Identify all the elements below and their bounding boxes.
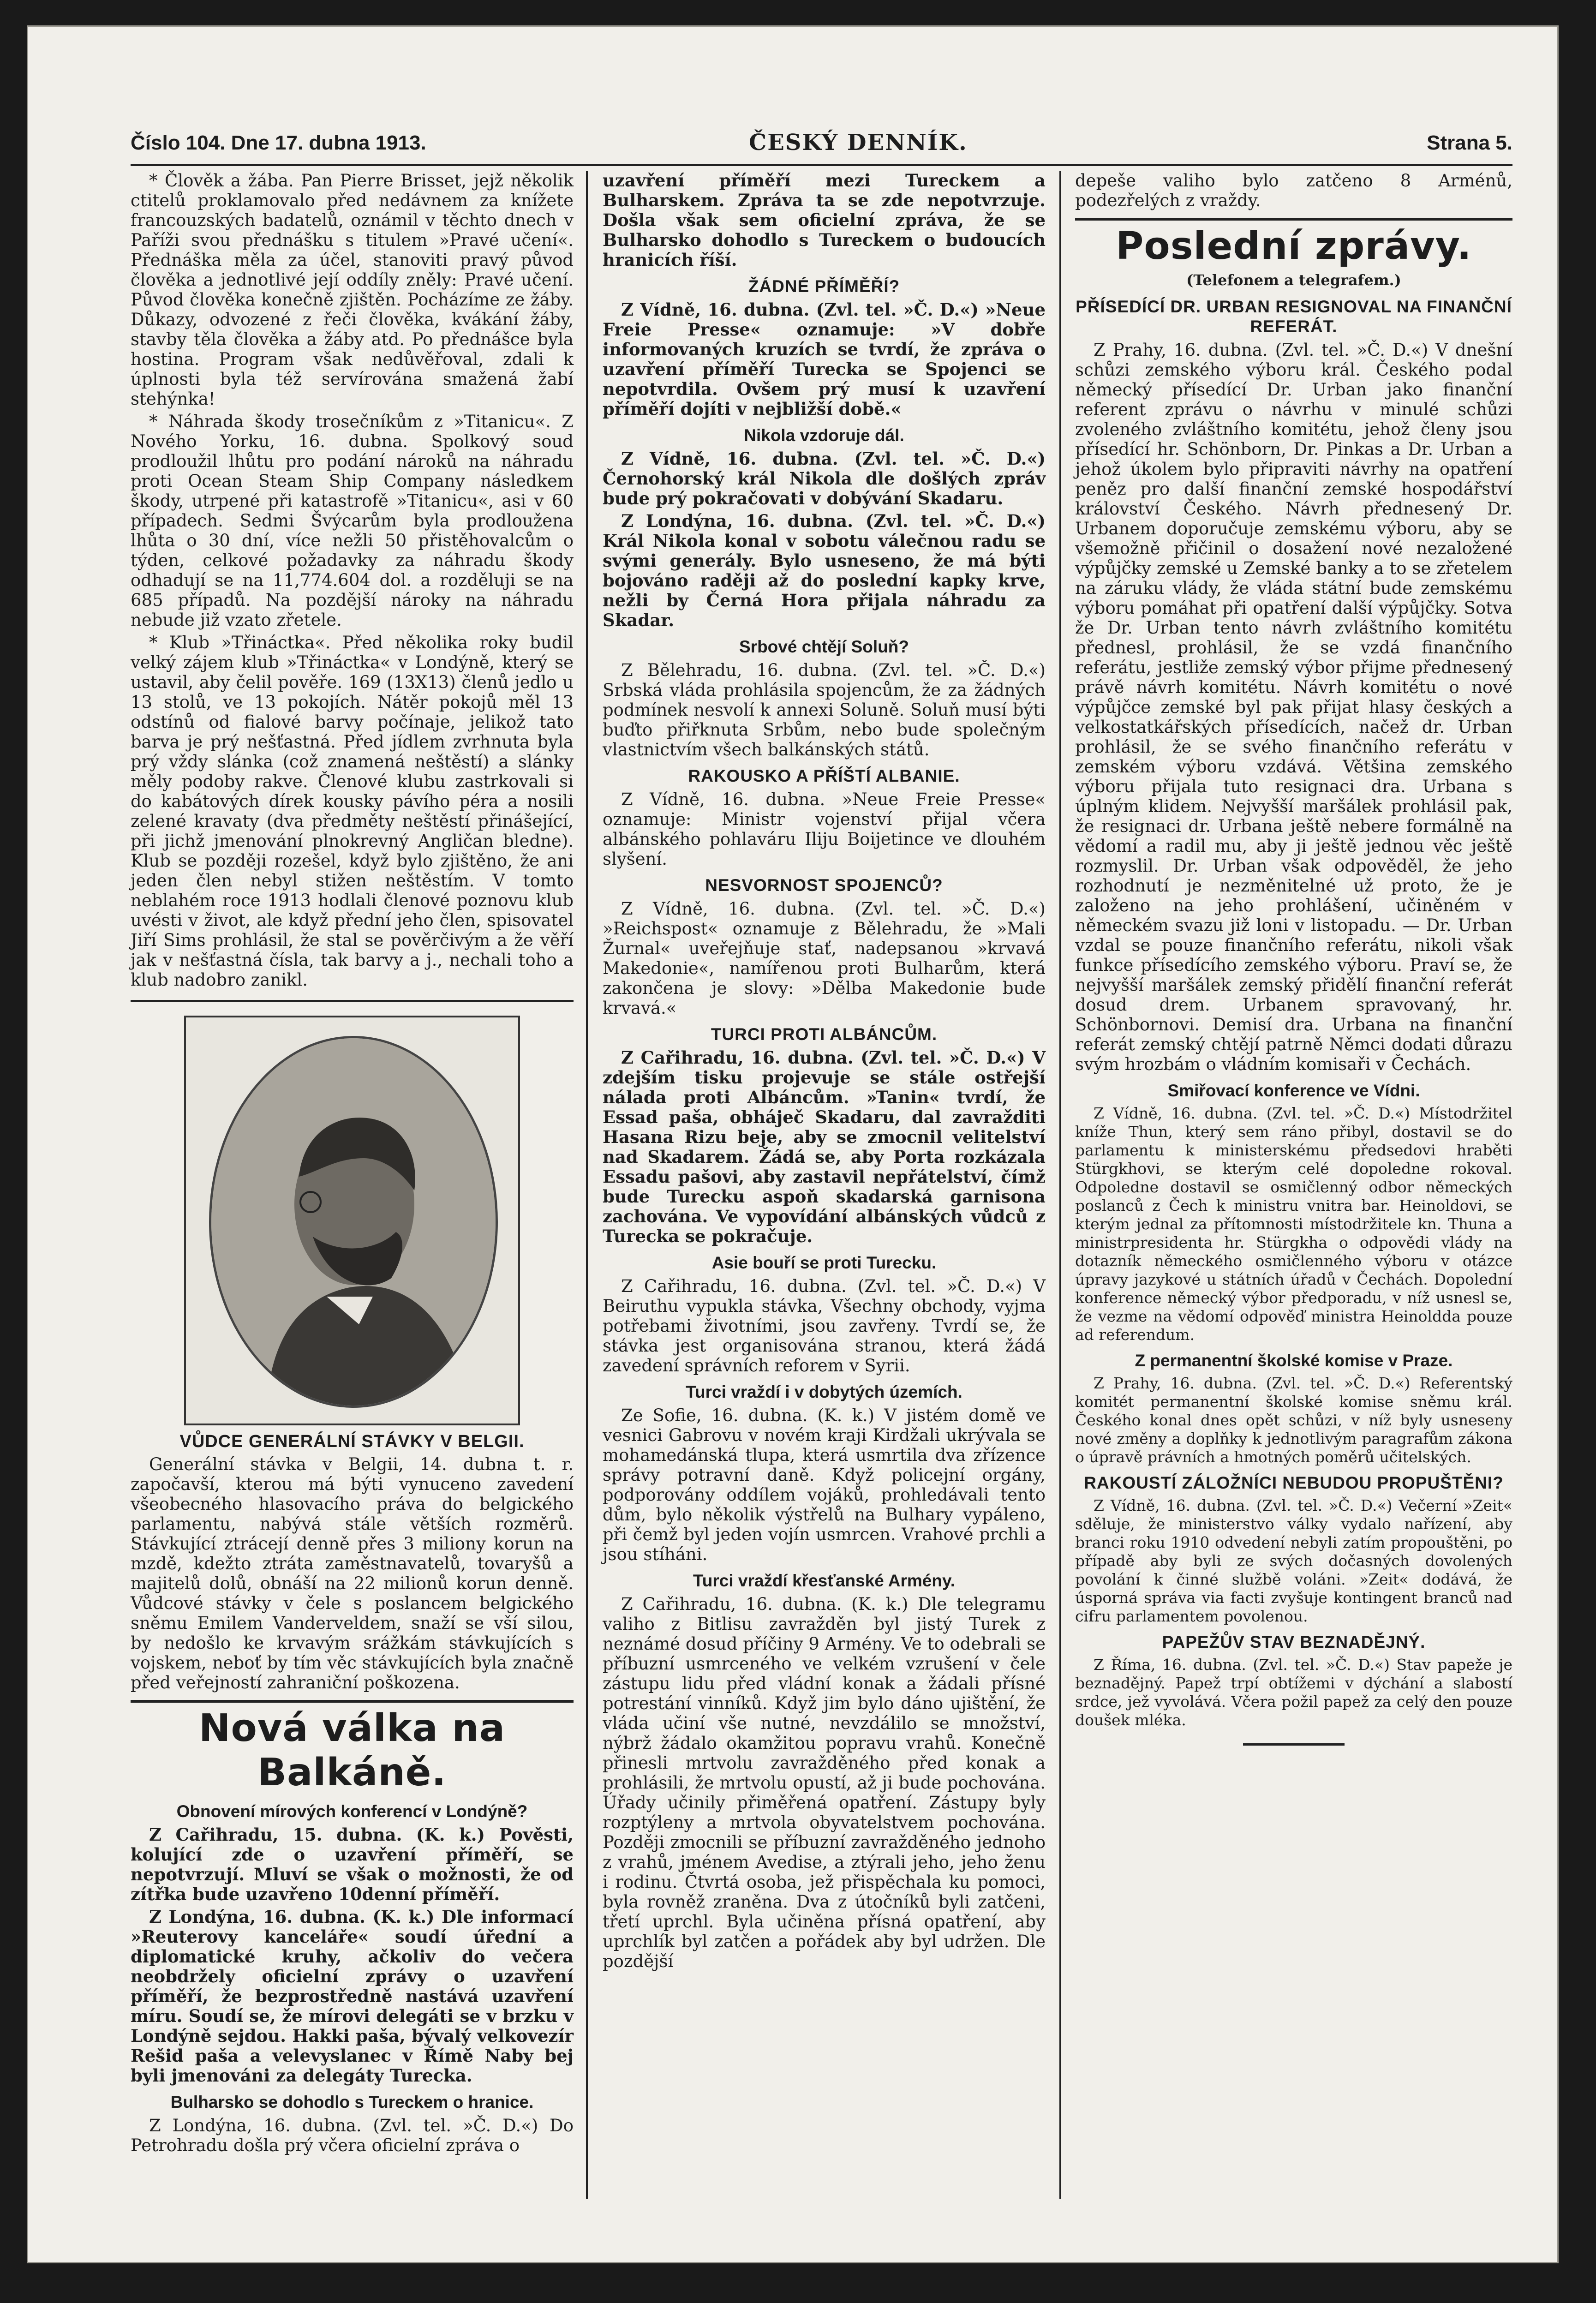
masthead: ČESKÝ DENNÍK. [749,130,968,156]
article-text: depeše valiho bylo zatčeno 8 Arménů, podezřelých z vraždy. [1075,171,1512,210]
article-text: Z Vídně, 16. dubna. (Zvl. tel. »Č. D.«) Večerní »Zeit« sděluje, že ministerstvo války vydalo nařízení, aby branci roku 1910 odvedení nebyli zatím propouštěni, po případě aby byli ze svých dočasných dovolených povolání k činné službě voláni. »Zeit« dodává, že úsporná správa via facti zvyšuje kontingent branců nad cifru parlamentem povolenou. [1075,1496,1512,1625]
article-heading: ŽÁDNÉ PŘÍMĚŘÍ? [748,277,900,296]
article-text: Z Vídně, 16. dubna. (Zvl. tel. »Č. D.«) Místodržitel kníže Thun, který sem ráno přibyl, dostavil se do parlamentu k ministerskému předsedovi hraběti Stürgkhovi, se kterým celé dopoledne rokoval. Odpoledne dostavil se osmičlenný odbor německých poslanců z Čech k ministru vnitra bar. Heinoldovi, se kterým jednal za přítomnosti místodržitele kn. Thuna a ministrpresidenta hr. Stürgkha o odpovědi vlády na dotazník německého osmičlenného výboru v otázce úpravy jazykové u státních úřadů v Čechách. Dopolední konference německý výbor předporadu, v níž usnesl se, že vezme na vědomí odpověď ministra Heinoldda pouze ad referendum. [1075,1104,1512,1344]
issue-date: Číslo 104. Dne 17. dubna 1913. [131,132,426,154]
portrait-photo [184,1016,520,1425]
article-text: uzavření příměří mezi Tureckem a Bulharskem. Zpráva ta se zde nepotvrzuje. Došla však sem oficielní zpráva, že se Bulharsko dohodlo s Tureckem o budoucích hranicích říší. [603,170,1046,270]
article-text: Z Vídně, 16. dubna. (Zvl. tel. »Č. D.«) Černohorský král Nikola dle došlých zpráv bude prý pokračovati v dobývání Skadaru. [603,449,1046,508]
article-heading: PAPEŽŮV STAV BEZNADĚJNÝ. [1162,1633,1426,1651]
article-text: Z Londýna, 16. dubna. (Zvl. tel. »Č. D.«) Do Petrohradu došla prý včera oficielní zpráva o [131,2116,574,2155]
article-heading: RAKOUSTÍ ZÁLOŽNÍCI NEBUDOU PROPUŠTĚNI? [1084,1473,1504,1492]
article-text: Z Bělehradu, 16. dubna. (Zvl. tel. »Č. D.«) Srbská vláda prohlásila spojencům, že za žádných podmínek nesvolí k annexi Soluně. Soluň musí býti buďto přiřknuta Srbům, nebo bude společným vlastnictvím všech balkánských států. [603,660,1046,760]
article-text: Z Prahy, 16. dubna. (Zvl. tel. »Č. D.«) V dnešní schůzi zemského výboru král. Českého podal německý přísedící Dr. Urban jako finanční referent zprávu o návrhu v minulé schůzi zvoleného zvláštního komitétu, jehož členy jsou přísedící hr. Schönborn, Dr. Pinkas a Dr. Urban a jehož úkolem bylo připraviti návrhy na opatření peněz pro další finanční zemské hospodářství království Českého. Návrh přednesený Dr. Urbanem doporučuje zemskému výboru, aby se všemožně přičinil o dosažení nové nezaložené výpůjčky zemské u Zemské banky a to se zřetelem na záruku vlády, že vláda státní bude zemskému výboru pomáhat při opatření další výpůjčky. Sotva že Dr. Urban tento návrh zvláštního komitétu přednesl, prohlásil, že se vzdá finančního referátu, jestliže zemský výbor přijme přednesený právě návrh komitétu. Návrh komitétu o nové výpůjčce zemské byl pak přijat hlasy českých a velkostatkářských přísedících, načež dr. Urban prohlásil, že se svého finančního referátu v zemském výboru vzdává. Většina zemského výboru přijala tuto resignaci dra. Urbana s úplným klidem. Nejvyšší maršálek prohlásil pak, že resignaci dr. Urbana ještě nebere formálně na vědomí a radil mu, aby ji ještě jednou věc ještě rozmyslil. Dr. Urban však odpověděl, že jeho rozhodnutí je nezměnitelné už proto, že je založeno na jeho prohlášení, učiněném v německém svazu již loni v listopadu. — Dr. Urban vzdal se pouze finančního referátu, nikoli však funkce přísedícího zemského výboru. Praví se, že nejvyšší maršálek zemský přidělí finanční referát dosud drem. Urbanem spravovaný, hr. Schönbornovi. Demisí dra. Urbana na finanční referát zemský chtějí patrně Němci dodati důrazu svým hrozbám o vládním komisaři v Čechách. [1075,340,1512,1074]
article-text: Z Vídně, 16. dubna. (Zvl. tel. »Č. D.«) »Reichspost« oznamuje z Bělehradu, že »Mali Žurnal« uveřejňuje stať, nadepsanou »krvavá Makedonie«, namířenou proti Bulharům, která zakončena je slovy: »Dělba Makedonie bude krvavá.« [603,899,1046,1018]
article-text: Ze Sofie, 16. dubna. (K. k.) V jistém domě ve vesnici Gabrovu v novém kraji Kirdžali ukrývala se mohamedánská tlupa, která usmrtila dva zřízence správy potravní daně. Když policejní orgány, podporovány oddílem vojáků, prohledávali tento dům, bylo několik výstřelů na Bulhary vypáleno, při čemž byl jeden vojín usmrcen. Vrahové prchli a jsou stíháni. [603,1406,1046,1564]
article-heading: Obnovení mírových konferencí v Londýně? [176,1802,528,1821]
article-heading: Srbové chtějí Soluň? [739,637,909,656]
article-text: Z Vídně, 16. dubna. »Neue Freie Presse« oznamuje: Ministr vojenství přijal včera albánského pohlaváru Iliju Boijetince ve dlouhém slyšení. [603,790,1046,869]
article-text: Z Cařihradu, 16. dubna. (Zvl. tel. »Č. D.«) V Beiruthu vypukla stávka, Všechny obchody, vyjma potřebami životními, jsou zavřeny. Tvrdí se, že stávka jest organisována stranou, která žádá zavedení správních reforem v Syrii. [603,1276,1046,1376]
portrait-oval [209,1036,498,1408]
article-text: * Náhrada škody trosečníkům z »Titanicu«. Z Nového Yorku, 16. dubna. Spolkový soud prodloužil lhůtu pro podání nároků na náhradu proti Ocean Steam Ship Company následkem škody, utrpené při katastrofě »Titanicu«, asi v 60 případech. Sedmi Švýcarům byla prodloužena lhůta o 30 dní, více nežli 50 přistěhovalcům o týden, celkové požadavky za náhradu škody odhadují se na 11,774.604 dol. a rozděluji se na 685 případů. Na pozdější nároky na náhradu nebude již vzato zřetele. [131,412,574,630]
article-text: Z Londýna, 16. dubna. (Zvl. tel. »Č. D.«) Král Nikola konal v sobotu válečnou radu se svými generály. Bylo usneseno, že má býti bojováno raději až do poslední kapky krve, nežli by Černá Hora přijala náhradu za Skadar. [603,511,1046,630]
article-heading: Z permanentní školské komise v Praze. [1135,1351,1453,1370]
article-heading: Bulharsko se dohodlo s Tureckem o hranice. [170,2093,534,2112]
article-text: Z Vídně, 16. dubna. (Zvl. tel. »Č. D.«) »Neue Freie Presse« oznamuje: »V dobře informovaných kruzích se tvrdí, že zpráva o uzavření příměří Turecka se Spojenci se nepotvrdila. Ovšem prý musí k uzavření příměří dojíti v nejbližší době.« [603,299,1046,419]
section-subtitle: (Telefonem a telegrafem.) [1186,271,1401,289]
article-text: Z Cařihradu, 15. dubna. (K. k.) Pověsti, kolující zde o uzavření příměří, se nepotvrzují. Mluví se však o možnosti, že od zítřka bude uzavřeno 10denní příměří. [131,1824,574,1904]
article-heading: Nikola vzdoruje dál. [744,426,904,445]
article-text: Z Cařihradu, 16. dubna. (K. k.) Dle telegramu valiho z Bitlisu zavražděn byl jistý Turek z neznámé dosud příčiny 9 Armény. Ve to odebrali se příbuzní usmrceného ve velkém vzrušení v čele zástupu lidu před vládní konak a žádali přísné potrestání vinníků. Když jim bylo dáno ujištění, že vláda učiní vše nutné, nevzdálilo se množství, nýbrž žádalo okamžitou popravu vrahů. Konečně přinesli mrtvolu zavražděného před konak a prohlásili, že mrtvolu opustí, až ji bude pochována. Úřady učinily přiměřená opatření. Zástupy byly rozptýleny a mrtvola obyvatelstvem pochována. Později zmocnili se příbuzní zavražděného jednoho z vrahů, jménem Avedise, a ztýrali jeho, jeho ženu i rodinu. Čtvrtá osoba, jež přispěchala ku pomoci, byla rovněž zraněna. Dva z útočníků byli zatčeni, třetí uprchl. Byla učiněna přísná opatření, aby uprchlík byl zatčen a pořádek aby byl udržen. Dle pozdější [603,1594,1046,1971]
column-divider [1059,171,1061,2199]
section-rule [1075,218,1512,221]
article-text: Z Londýna, 16. dubna. (K. k.) Dle informací »Reuterovy kanceláře« soudí úřední a diplomatické kruhy, ačkoliv do večera neobdržely oficielní zprávy o uzavření příměří, že bezprostředně nastává uzavření míru. Soudí se, že mírovi delegáti se v brzku v Londýně sejdou. Hakki paša, bývalý velkovezír Rešid paša a velevyslanec v Římě Naby bej byli jmenováni za delegáty Turecka. [131,1907,574,2086]
header-rule [131,164,1512,166]
column-divider [586,171,588,2199]
article-text: * Klub »Třináctka«. Před několika roky budil velký zájem klub »Třináctka« v Londýně, který se ustavil, aby čelil pověře. 169 (13X13) členů jedlo u 13 stolů, ve 13 pokojích. Nátěr pokojů měl 13 odstínů od fialové barvy počínaje, jelikož tato barva je prý nešťastná. Před jídlem zvrhnuta byla prý vždy slánka (což znamená neštěstí) a slánky měly podoby rakve. Členové klubu zastrkovali si do kabátových dírek kousky pávího péra a nosili zelené kravaty (dva předměty neštěstí přinášející, při jichž jmenování plnokrevný Angličan bledne). Klub se později rozešel, když bylo zjištěno, že ani jeden člen nebyl stižen neštěstím. V tomto neblahém roce 1913 hodlali členové poznovu klub uvésti v život, ale když přední jeho člen, spisovatel Jiří Sims prohlásil, že stal se pověrčivým a že věří jak v nešťastná čísla, tak barvy a j., nechali toho a klub nadobro zanikl. [131,633,574,990]
section-title: Poslední zprávy. [1116,224,1472,268]
column-1 [131,171,574,2196]
photo-caption: VŮDCE GENERÁLNÍ STÁVKY V BELGII. [179,1432,525,1451]
portrait-illustration [211,1038,496,1406]
article-heading: Asie bouří se proti Turecku. [711,1253,937,1272]
article-heading: Smiřovací konference ve Vídni. [1167,1081,1420,1100]
article-heading: Turci vraždí křesťanské Armény. [693,1571,956,1590]
article-heading: TURCI PROTI ALBÁNCŮM. [711,1025,938,1044]
end-rule [1243,1743,1345,1746]
newspaper-page [27,25,1559,2263]
article-text: Z Cařihradu, 16. dubna. (Zvl. tel. »Č. D.«) V zdejším tisku projevuje se stále ostřejší nálada proti Albáncům. »Tanin« tvrdí, že Essad paša, obháječ Skadaru, dal zavražditi Hasana Rizu beje, aby se zmocnil velitelství nad Skadarem. Žádá se, aby Porta rozkázala Essadu pašovi, aby zastavil nepřátelství, čímž bude Turecku aspoň skadarská garnisona zachována. Ve vypovídání albánských vůdců z Turecka se pokračuje. [603,1047,1046,1246]
section-title: Nová válka na Balkáně. [198,1706,506,1795]
column-3 [1075,171,1512,2196]
page-number: Strana 5. [1427,132,1512,154]
article-heading: RAKOUSKO A PŘÍŠTÍ ALBANIE. [688,766,960,785]
section-rule [131,1000,574,1002]
article-heading: PŘÍSEDÍCÍ DR. URBAN RESIGNOVAL NA FINANČNÍ REFERÁT. [1076,297,1512,336]
article-text: * Člověk a žába. Pan Pierre Brisset, jejž několik ctitelů proklamovalo před nedávnem za knížete francouzských badatelů, oznámil v těchto dnech v Paříži svou přednášku s titulem »Pravé učení«. Přednáška měla za účel, stanoviti pravý původ člověka a jednotlivé její oddíly zněly: Pravé učení. Původ člověka konečně zjištěn. Pocházíme ze žáby. Důkazy, odvozené z řeči člověka, kvákání žáby, stavby těla člověka a žáby atd. Po přednášce byla hostina. Program však nedůvěřoval, zdali k úplnosti byla též servírována smažená žabí stehýnka! [131,171,574,409]
section-rule [131,1700,574,1703]
article-heading: Turci vraždí i v dobytých územích. [686,1382,962,1401]
article-text: Z Říma, 16. dubna. (Zvl. tel. »Č. D.«) Stav papeže je beznadějný. Papež trpí obtížemi v dýchání a slabostí srdce, jež vyvolává. Včera požil papež za celý den pouze doušek mléka. [1075,1656,1512,1729]
column-2 [603,171,1046,2196]
article-heading: NESVORNOST SPOJENCŮ? [705,876,943,895]
article-text: Generální stávka v Belgii, 14. dubna t. r. započavší, kterou má býti vynuceno zavedení všeobecného hlasovacího práva do belgického parlamentu, nabývá stále větších rozměrů. Stávkující ztrácejí denně přes 3 miliony korun na mzdě, kdežto ztráta zaměstnavatelů, tovaryšů a majitelů dolů, obnáší na 22 milionů korun denně. Vůdcové stávky v čele s poslancem belgického sněmu Emilem Vanderveldem, snaží se vší silou, by nedošlo ke krvavým srážkám stávkujících s vojskem, neboť by tím věc stávkujících byla značně před veřejností zahraniční poškozena. [131,1454,574,1693]
article-text: Z Prahy, 16. dubna. (Zvl. tel. »Č. D.«) Referentský komitét permanentní školské komise sněmu král. Českého konal dnes opět schůzi, v níž byly usneseny nové změny a doplňky k jednotlivým paragrafům zákona o úpravě právních a hmotných poměrů učitelských. [1075,1374,1512,1466]
page-header [131,118,1512,162]
